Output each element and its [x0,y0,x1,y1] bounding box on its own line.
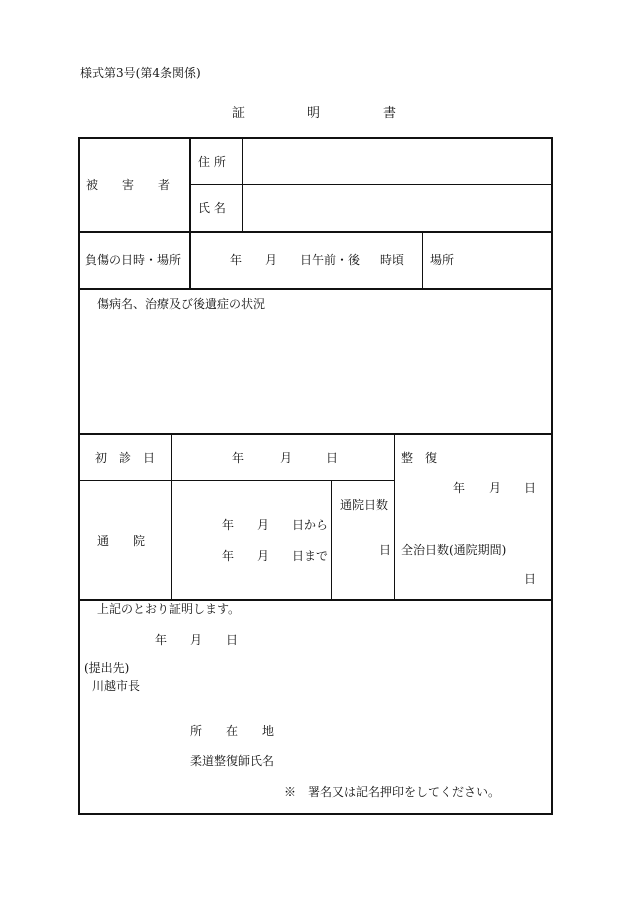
col-divider [171,434,172,600]
submit-to-label: (提出先) [84,661,130,675]
injury-time: 時頃 [380,253,405,267]
first-visit-day: 日 [326,451,339,465]
visit-days-unit: 日 [379,543,392,557]
total-days-unit: 日 [524,572,537,586]
recovery-year: 年 [453,481,466,495]
first-visit-year: 年 [232,451,245,465]
address-label: 住 所 [198,155,226,169]
row-divider [79,231,552,233]
name-label: 氏 名 [198,201,226,215]
title-char-3: 書 [383,106,397,121]
visits-from-day: 日から [292,518,329,532]
injury-label: 負傷の日時・場所 [85,253,182,267]
form-number: 様式第3号(第4条関係) [80,66,201,80]
recovery-month: 月 [489,481,502,495]
signature-note: ※ 署名又は記名押印をしてください。 [284,785,501,799]
recovery-day: 日 [524,481,537,495]
victim-label: 被 害 者 [86,178,171,192]
title-char-2: 明 [307,106,321,121]
visits-from-year: 年 [222,518,235,532]
visits-to-month: 月 [257,549,270,563]
certify-statement: 上記のとおり証明します。 [97,602,241,616]
certify-month: 月 [190,633,203,647]
visits-to-year: 年 [222,549,235,563]
visits-from-month: 月 [257,518,270,532]
injury-year: 年 [230,253,243,267]
visit-days-label: 通院日数 [340,498,389,512]
injury-place: 場所 [430,253,455,267]
visits-label: 通 院 [97,534,146,548]
col-divider [242,138,243,232]
condition-label: 傷病名、治療及び後遺症の状況 [97,297,266,311]
certify-year: 年 [155,633,168,647]
row-divider [79,599,552,601]
first-visit-label: 初 診 日 [95,451,156,465]
col-divider [189,138,191,290]
location-label: 所 在 地 [190,724,275,738]
certificate-table [78,137,553,815]
row-divider-first-visit [79,480,395,481]
title-char-1: 証 [232,106,246,121]
injury-month: 月 [265,253,278,267]
injury-day-ampm: 日午前・後 [300,253,361,267]
first-visit-month: 月 [280,451,293,465]
certify-day: 日 [226,633,239,647]
visits-to-day: 日まで [292,549,329,563]
row-divider-victim [190,184,552,185]
submit-to: 川越市長 [92,679,141,693]
row-divider [79,433,552,435]
recovery-label: 整 復 [401,451,438,465]
col-divider [331,480,332,600]
row-divider [79,288,552,290]
col-divider [394,434,395,600]
practitioner-label: 柔道整復師氏名 [190,754,275,768]
col-divider [422,232,423,289]
total-days-label: 全治日数(通院期間) [401,543,507,557]
